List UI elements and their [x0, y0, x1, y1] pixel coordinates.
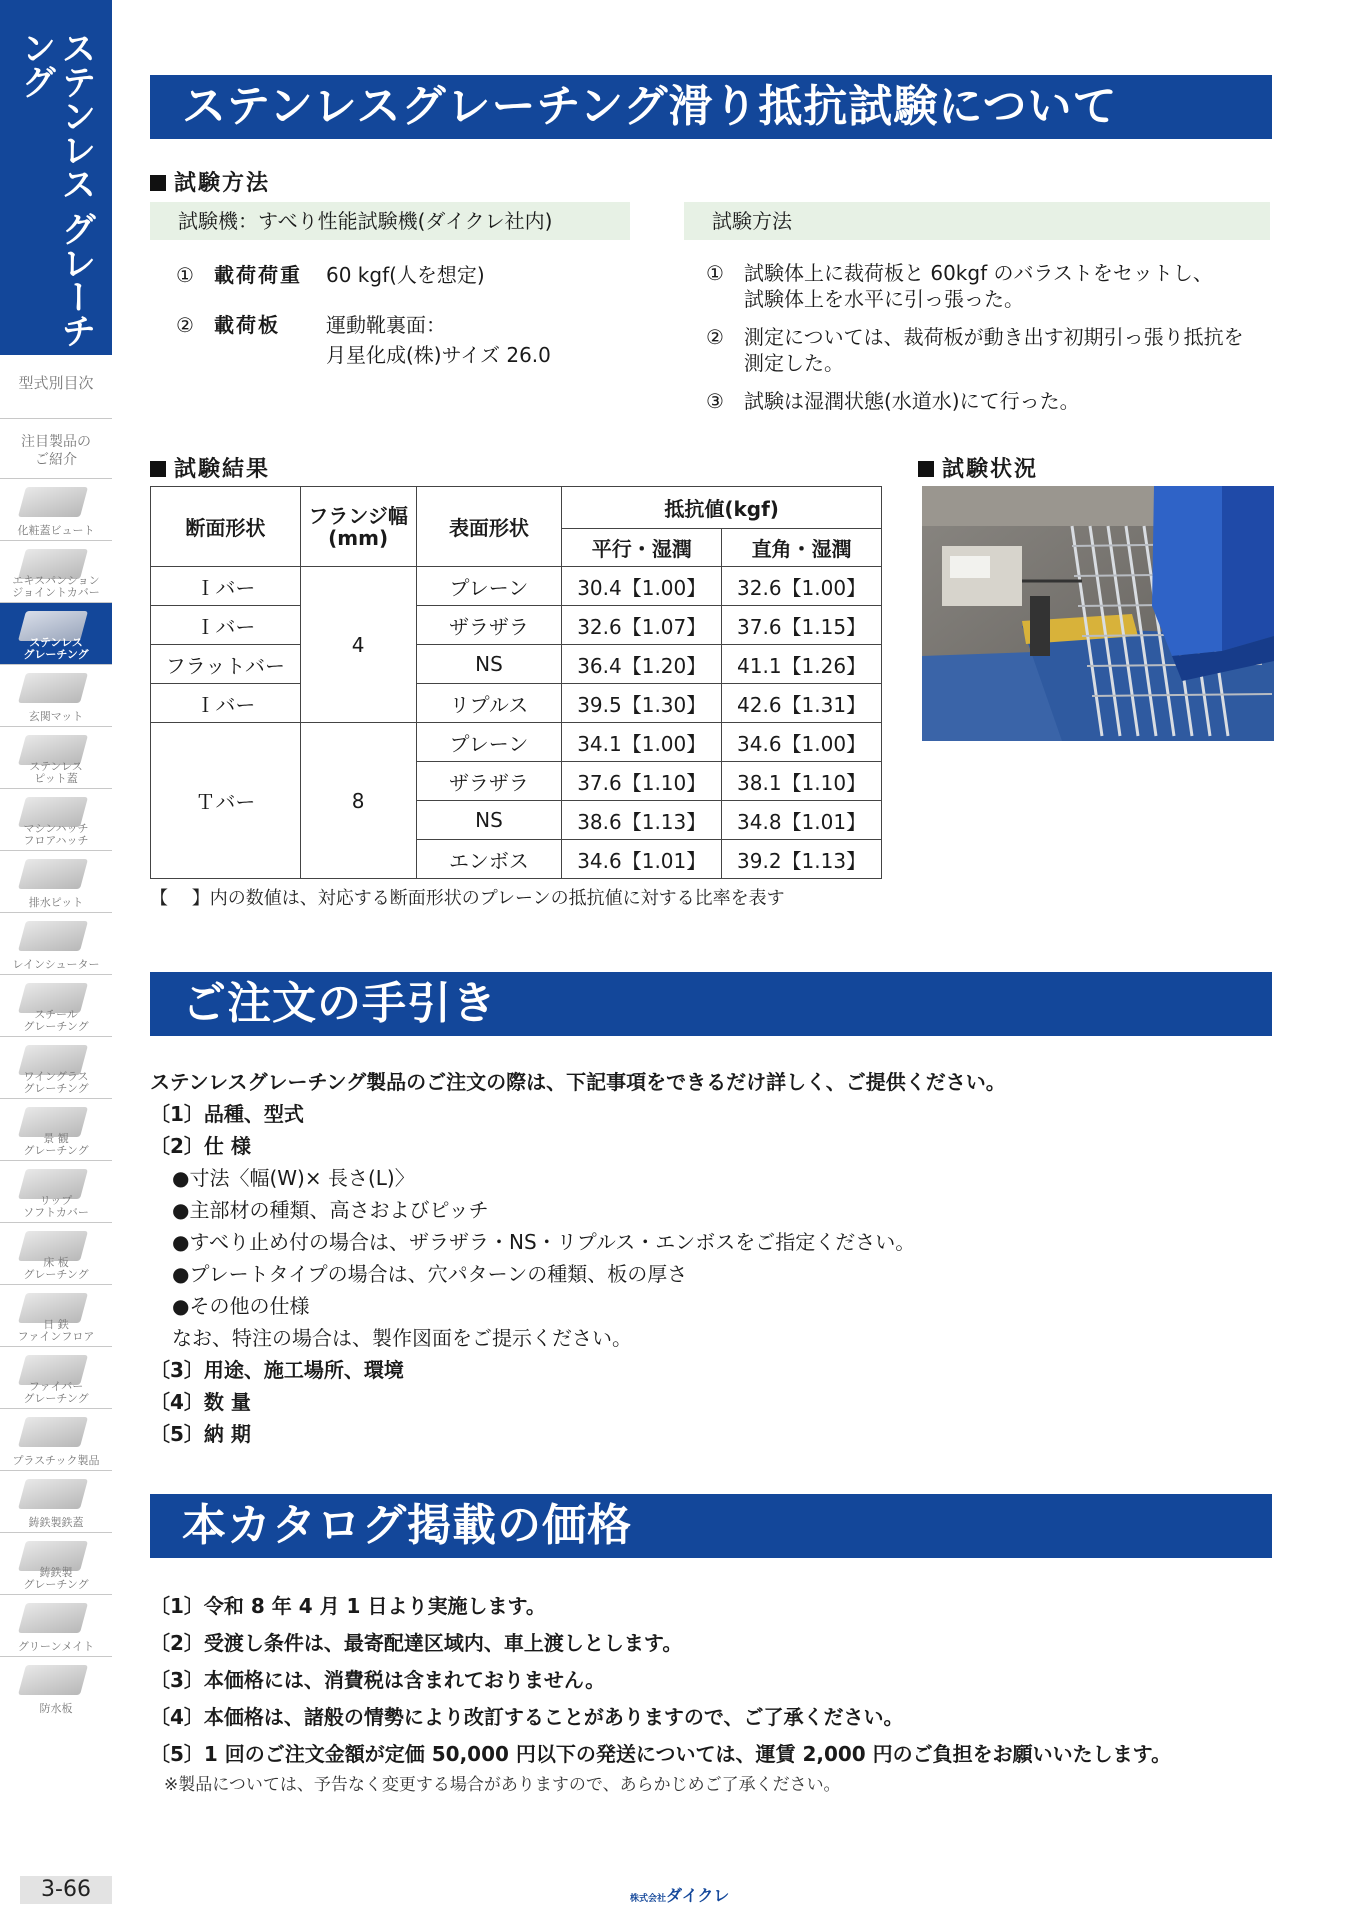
- sidebar-item[interactable]: [0, 1160, 112, 1222]
- col-header-surface: 表面形状: [416, 487, 562, 567]
- table-row: エンボス 34.6【1.01】 39.2【1.13】: [151, 840, 882, 879]
- sidebar-item[interactable]: [0, 912, 112, 974]
- sidebar-item-label: ファイバー グレーチング: [23, 1380, 89, 1405]
- spec-note: なお、特注の場合は、製作図面をご提示ください。: [172, 1326, 632, 1350]
- sidebar-item[interactable]: [0, 1098, 112, 1160]
- sidebar-item-label: 化粧蓋ビュート: [17, 524, 95, 537]
- table-row: ザラザラ 37.6【1.10】 38.1【1.10】: [151, 762, 882, 801]
- sidebar-item-label: 排水ピット: [28, 896, 84, 909]
- table-row: Ｉバー ザラザラ 32.6【1.07】 37.6【1.15】: [151, 606, 882, 645]
- section-title-price: 本カタログ掲載の価格: [150, 1494, 1272, 1558]
- sidebar-category-title: ステンレス グレーチング: [16, 30, 96, 348]
- test-machine-bar: 試験機：すべり性能試験機(ダイクレ社内): [150, 202, 630, 240]
- spec-bullet: ●主部材の種類、高さおよびピッチ: [172, 1198, 489, 1222]
- sidebar-item-label: ステンレス ピット蓋: [29, 760, 83, 785]
- col-header-parallel: 平行・湿潤: [562, 529, 722, 567]
- price-term: 〔4〕本価格は、諸般の情勢により改訂することがありますので、ご了承ください。: [150, 1705, 904, 1729]
- price-term: 〔3〕本価格には、消費税は含まれておりません。: [150, 1668, 606, 1692]
- sidebar-item-label: 玄関マット: [28, 710, 84, 723]
- t-bar-cell: Ｔバー: [151, 723, 301, 879]
- order-item-3: 〔3〕用途、施工場所、環境: [150, 1358, 404, 1382]
- order-intro: ステンレスグレーチング製品のご注文の際は、下記事項をできるだけ詳しく、ご提供ください。: [150, 1070, 1006, 1094]
- price-terms-list: [150, 1588, 1280, 1773]
- col-header-flange: フランジ幅 (mm): [300, 487, 416, 567]
- sidebar-item-label: 景 観 グレーチング: [23, 1132, 89, 1157]
- table-row: Ｉバー リプルス 39.5【1.30】 42.6【1.31】: [151, 684, 882, 723]
- table-row: Ｔバー 8 プレーン 34.1【1.00】 34.6【1.00】: [151, 723, 882, 762]
- sidebar-item-label: マシンハッチ フロアハッチ: [23, 822, 89, 847]
- method-step-2: ② 測定については、裁荷板が動き出す初期引っ張り抵抗を 測定した。: [706, 325, 1244, 375]
- test-conditions-list: [176, 262, 636, 382]
- sidebar-item-label: ワイングラス グレーチング: [23, 1070, 89, 1095]
- order-item-1: 〔1〕品種、型式: [150, 1102, 304, 1126]
- decorative-cover-icon: [18, 487, 88, 517]
- spec-bullet: ●すべり止め付の場合は、ザラザラ・NS・リプルス・エンボスをご指定ください。: [172, 1230, 916, 1254]
- cast-iron-cover-icon: [18, 1479, 88, 1509]
- table-note: 【 】内の数値は、対応する断面形状のプレーンの抵抗値に対する比率を表す: [150, 888, 785, 909]
- sidebar-item[interactable]: [0, 1222, 112, 1284]
- page-number: 3-66: [20, 1876, 112, 1904]
- price-note: ※製品については、予告なく変更する場合がありますので、あらかじめご了承ください。: [164, 1775, 841, 1795]
- sidebar-item[interactable]: [0, 540, 112, 602]
- company-logo: 株式会社ダイクレ: [630, 1886, 730, 1905]
- sidebar-item-label: 床 板 グレーチング: [23, 1256, 89, 1281]
- method-step-3: ③ 試験は湿潤状態(水道水)にて行った。: [706, 389, 1080, 413]
- spec-bullet: ●その他の仕様: [172, 1294, 310, 1318]
- sidebar-item-label: 防水板: [39, 1702, 73, 1715]
- price-term: 〔1〕令和 8 年 4 月 1 日より実施します。: [150, 1594, 546, 1618]
- condition-load: ① 載荷荷重 60 kgf(人を想定): [176, 263, 485, 287]
- spec-bullet: ●プレートタイプの場合は、穴パターンの種類、板の厚さ: [172, 1262, 688, 1286]
- slip-resistance-table: [150, 486, 882, 879]
- sidebar-item-label: 鋳鉄製鉄蓋: [28, 1516, 84, 1529]
- test-photo-illustration: [922, 486, 1274, 741]
- table-row: Ｉバー 4 プレーン 30.4【1.00】 32.6【1.00】: [151, 567, 882, 606]
- condition-plate: ② 載荷板 運動靴裏面： 月星化成(株)サイズ 26.0: [176, 313, 551, 367]
- sidebar-item[interactable]: [0, 850, 112, 912]
- sidebar-item[interactable]: [0, 478, 112, 540]
- sidebar-item-label: グリーンメイト: [17, 1640, 95, 1653]
- flange-8-cell: 8: [300, 723, 416, 879]
- price-term: 〔5〕1 回のご注文金額が定価 50,000 円以下の発送については、運賃 2,000 円のご負担をお願いいたします。: [150, 1742, 1172, 1766]
- toc-link[interactable]: 型式別目次: [18, 374, 94, 392]
- col-header-perpendicular: 直角・湿潤: [722, 529, 882, 567]
- sidebar-item-label: レインシューター: [12, 958, 100, 971]
- method-heading: 試験方法: [150, 166, 270, 197]
- order-item-2: 〔2〕仕 様: [150, 1134, 251, 1158]
- sidebar-item[interactable]: [0, 1594, 112, 1656]
- waterproof-board-icon: [18, 1665, 88, 1695]
- sidebar-item[interactable]: [0, 726, 112, 788]
- test-method-bar: 試験方法: [684, 202, 1270, 240]
- test-situation-photo: [922, 486, 1274, 741]
- results-heading: 試験結果: [150, 452, 270, 483]
- test-method-list: [706, 260, 1286, 426]
- col-header-resistance: 抵抗値(kgf): [562, 487, 882, 529]
- method-step-1: ① 試験体上に裁荷板と 60kgf のバラストをセットし、 試験体上を水平に引っ張った。: [706, 261, 1213, 311]
- table-row: NS 38.6【1.13】 34.8【1.01】: [151, 801, 882, 840]
- sidebar-item[interactable]: [0, 974, 112, 1036]
- col-header-section: 断面形状: [151, 487, 301, 567]
- sidebar-item[interactable]: [0, 1532, 112, 1594]
- green-mate-icon: [18, 1603, 88, 1633]
- section-title-order-guide: ご注文の手引き: [150, 972, 1272, 1036]
- sidebar-category-tab: [0, 0, 112, 355]
- sidebar-item[interactable]: [0, 1284, 112, 1346]
- sidebar-item-label: ステンレス グレーチング: [23, 636, 89, 661]
- sidebar-item[interactable]: [0, 1036, 112, 1098]
- flange-4-cell: 4: [300, 567, 416, 723]
- sidebar-item-label: 注目製品の ご紹介: [21, 434, 91, 468]
- entrance-mat-icon: [18, 673, 88, 703]
- sidebar-item[interactable]: [0, 418, 112, 478]
- sidebar: [0, 0, 112, 1920]
- sidebar-item[interactable]: [0, 1470, 112, 1532]
- sidebar-item[interactable]: [0, 1346, 112, 1408]
- rain-shooter-icon: [18, 921, 88, 951]
- square-bullet-icon: [150, 175, 166, 191]
- sidebar-item[interactable]: [0, 1656, 112, 1718]
- drain-pit-icon: [18, 859, 88, 889]
- square-bullet-icon: [918, 461, 934, 477]
- sidebar-item-label: エキスパンション ジョイントカバー: [12, 574, 100, 599]
- order-item-5: 〔5〕納 期: [150, 1422, 251, 1446]
- sidebar-item-label: 鋳鉄製 グレーチング: [23, 1566, 89, 1591]
- price-term: 〔2〕受渡し条件は、最寄配達区域内、車上渡しとします。: [150, 1631, 683, 1655]
- sidebar-nav: [0, 418, 112, 1718]
- sidebar-item[interactable]: [0, 602, 112, 664]
- table-row: フラットバー NS 36.4【1.20】 41.1【1.26】: [151, 645, 882, 684]
- order-guide-body: [150, 1066, 1270, 1450]
- order-item-4: 〔4〕数 量: [150, 1390, 251, 1414]
- sidebar-item-label: 日 鉄 ファインフロア: [17, 1318, 95, 1343]
- sidebar-item-label: スチール グレーチング: [23, 1008, 89, 1033]
- sidebar-item-label: プラスチック製品: [12, 1454, 100, 1467]
- situation-heading: 試験状況: [918, 452, 1038, 483]
- square-bullet-icon: [150, 461, 166, 477]
- sidebar-item[interactable]: [0, 1408, 112, 1470]
- sidebar-item[interactable]: [0, 788, 112, 850]
- sidebar-item-label: リップ ソフトカバー: [23, 1194, 89, 1219]
- sidebar-item[interactable]: [0, 664, 112, 726]
- plastic-products-icon: [18, 1417, 88, 1447]
- section-title-slip-test: ステンレスグレーチング滑り抵抗試験について: [150, 75, 1272, 139]
- spec-bullet: ●寸法〈幅(W)× 長さ(L)〉: [172, 1166, 415, 1190]
